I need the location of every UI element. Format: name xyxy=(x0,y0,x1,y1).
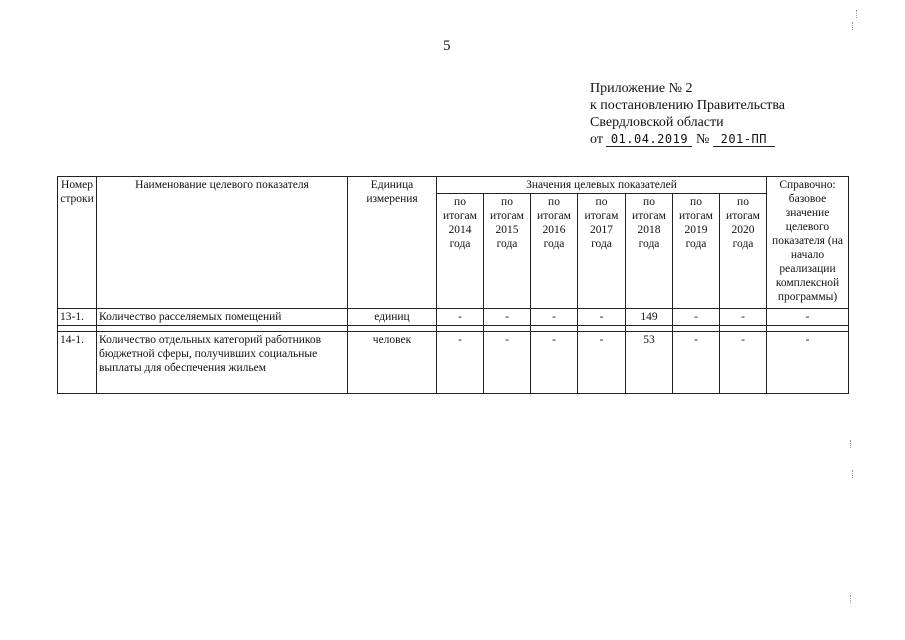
resolution-date: 01.04.2019 xyxy=(606,132,692,147)
header-year-2020: по итогам 2020 года xyxy=(720,194,767,309)
row-value-2017: - xyxy=(578,309,626,326)
row-value-2018: 53 xyxy=(626,332,673,394)
row-value-2018: 149 xyxy=(626,309,673,326)
scan-artifact xyxy=(850,595,852,603)
row-unit: человек xyxy=(348,332,437,394)
row-value-2015: - xyxy=(484,309,531,326)
scan-artifact xyxy=(856,10,858,18)
scan-artifact xyxy=(852,22,854,30)
date-prefix: от xyxy=(590,132,603,147)
header-target-values: Значения целевых показателей xyxy=(437,177,767,194)
row-reference: - xyxy=(767,332,849,394)
row-indicator-name: Количество отдельных категорий работников бюджетной сферы, получивших социальные выплаты для обеспечения жильем xyxy=(97,332,348,394)
row-value-2020: - xyxy=(720,309,767,326)
table-row xyxy=(58,309,849,326)
header-year-2015: по итогам 2015 года xyxy=(484,194,531,309)
row-number: 13-1. xyxy=(58,309,97,326)
header-row-top xyxy=(58,177,849,194)
scan-artifact xyxy=(850,440,852,448)
header-reference: Справочно: базовое значение целевого показателя (на начало реализации комплексной программы) xyxy=(767,177,849,309)
header-year-2016: по итогам 2016 года xyxy=(531,194,578,309)
row-value-2020: - xyxy=(720,332,767,394)
header-year-2018: по итогам 2018 года xyxy=(626,194,673,309)
appendix-date-line xyxy=(590,131,785,148)
row-number: 14-1. xyxy=(58,332,97,394)
table-row xyxy=(58,332,849,394)
header-row-number: Номер строки xyxy=(58,177,97,309)
row-value-2014: - xyxy=(437,309,484,326)
appendix-region-line: Свердловской области xyxy=(590,115,724,130)
appendix-title: Приложение № 2 xyxy=(590,81,693,96)
number-prefix: № xyxy=(695,132,710,147)
page-number: 5 xyxy=(443,38,451,54)
indicators-table xyxy=(57,176,849,394)
scan-artifact xyxy=(852,470,854,478)
resolution-number: 201-ПП xyxy=(713,132,775,147)
row-reference: - xyxy=(767,309,849,326)
row-value-2019: - xyxy=(673,332,720,394)
header-year-2014: по итогам 2014 года xyxy=(437,194,484,309)
row-unit: единиц xyxy=(348,309,437,326)
appendix-header xyxy=(590,80,785,148)
header-unit: Единица измерения xyxy=(348,177,437,309)
row-value-2015: - xyxy=(484,332,531,394)
row-value-2019: - xyxy=(673,309,720,326)
header-indicator-name: Наименование целевого показателя xyxy=(97,177,348,309)
row-indicator-name: Количество расселяемых помещений xyxy=(97,309,348,326)
row-value-2016: - xyxy=(531,309,578,326)
header-year-2019: по итогам 2019 года xyxy=(673,194,720,309)
row-value-2014: - xyxy=(437,332,484,394)
row-value-2016: - xyxy=(531,332,578,394)
row-value-2017: - xyxy=(578,332,626,394)
header-year-2017: по итогам 2017 года xyxy=(578,194,626,309)
appendix-resolution-line: к постановлению Правительства xyxy=(590,98,786,113)
